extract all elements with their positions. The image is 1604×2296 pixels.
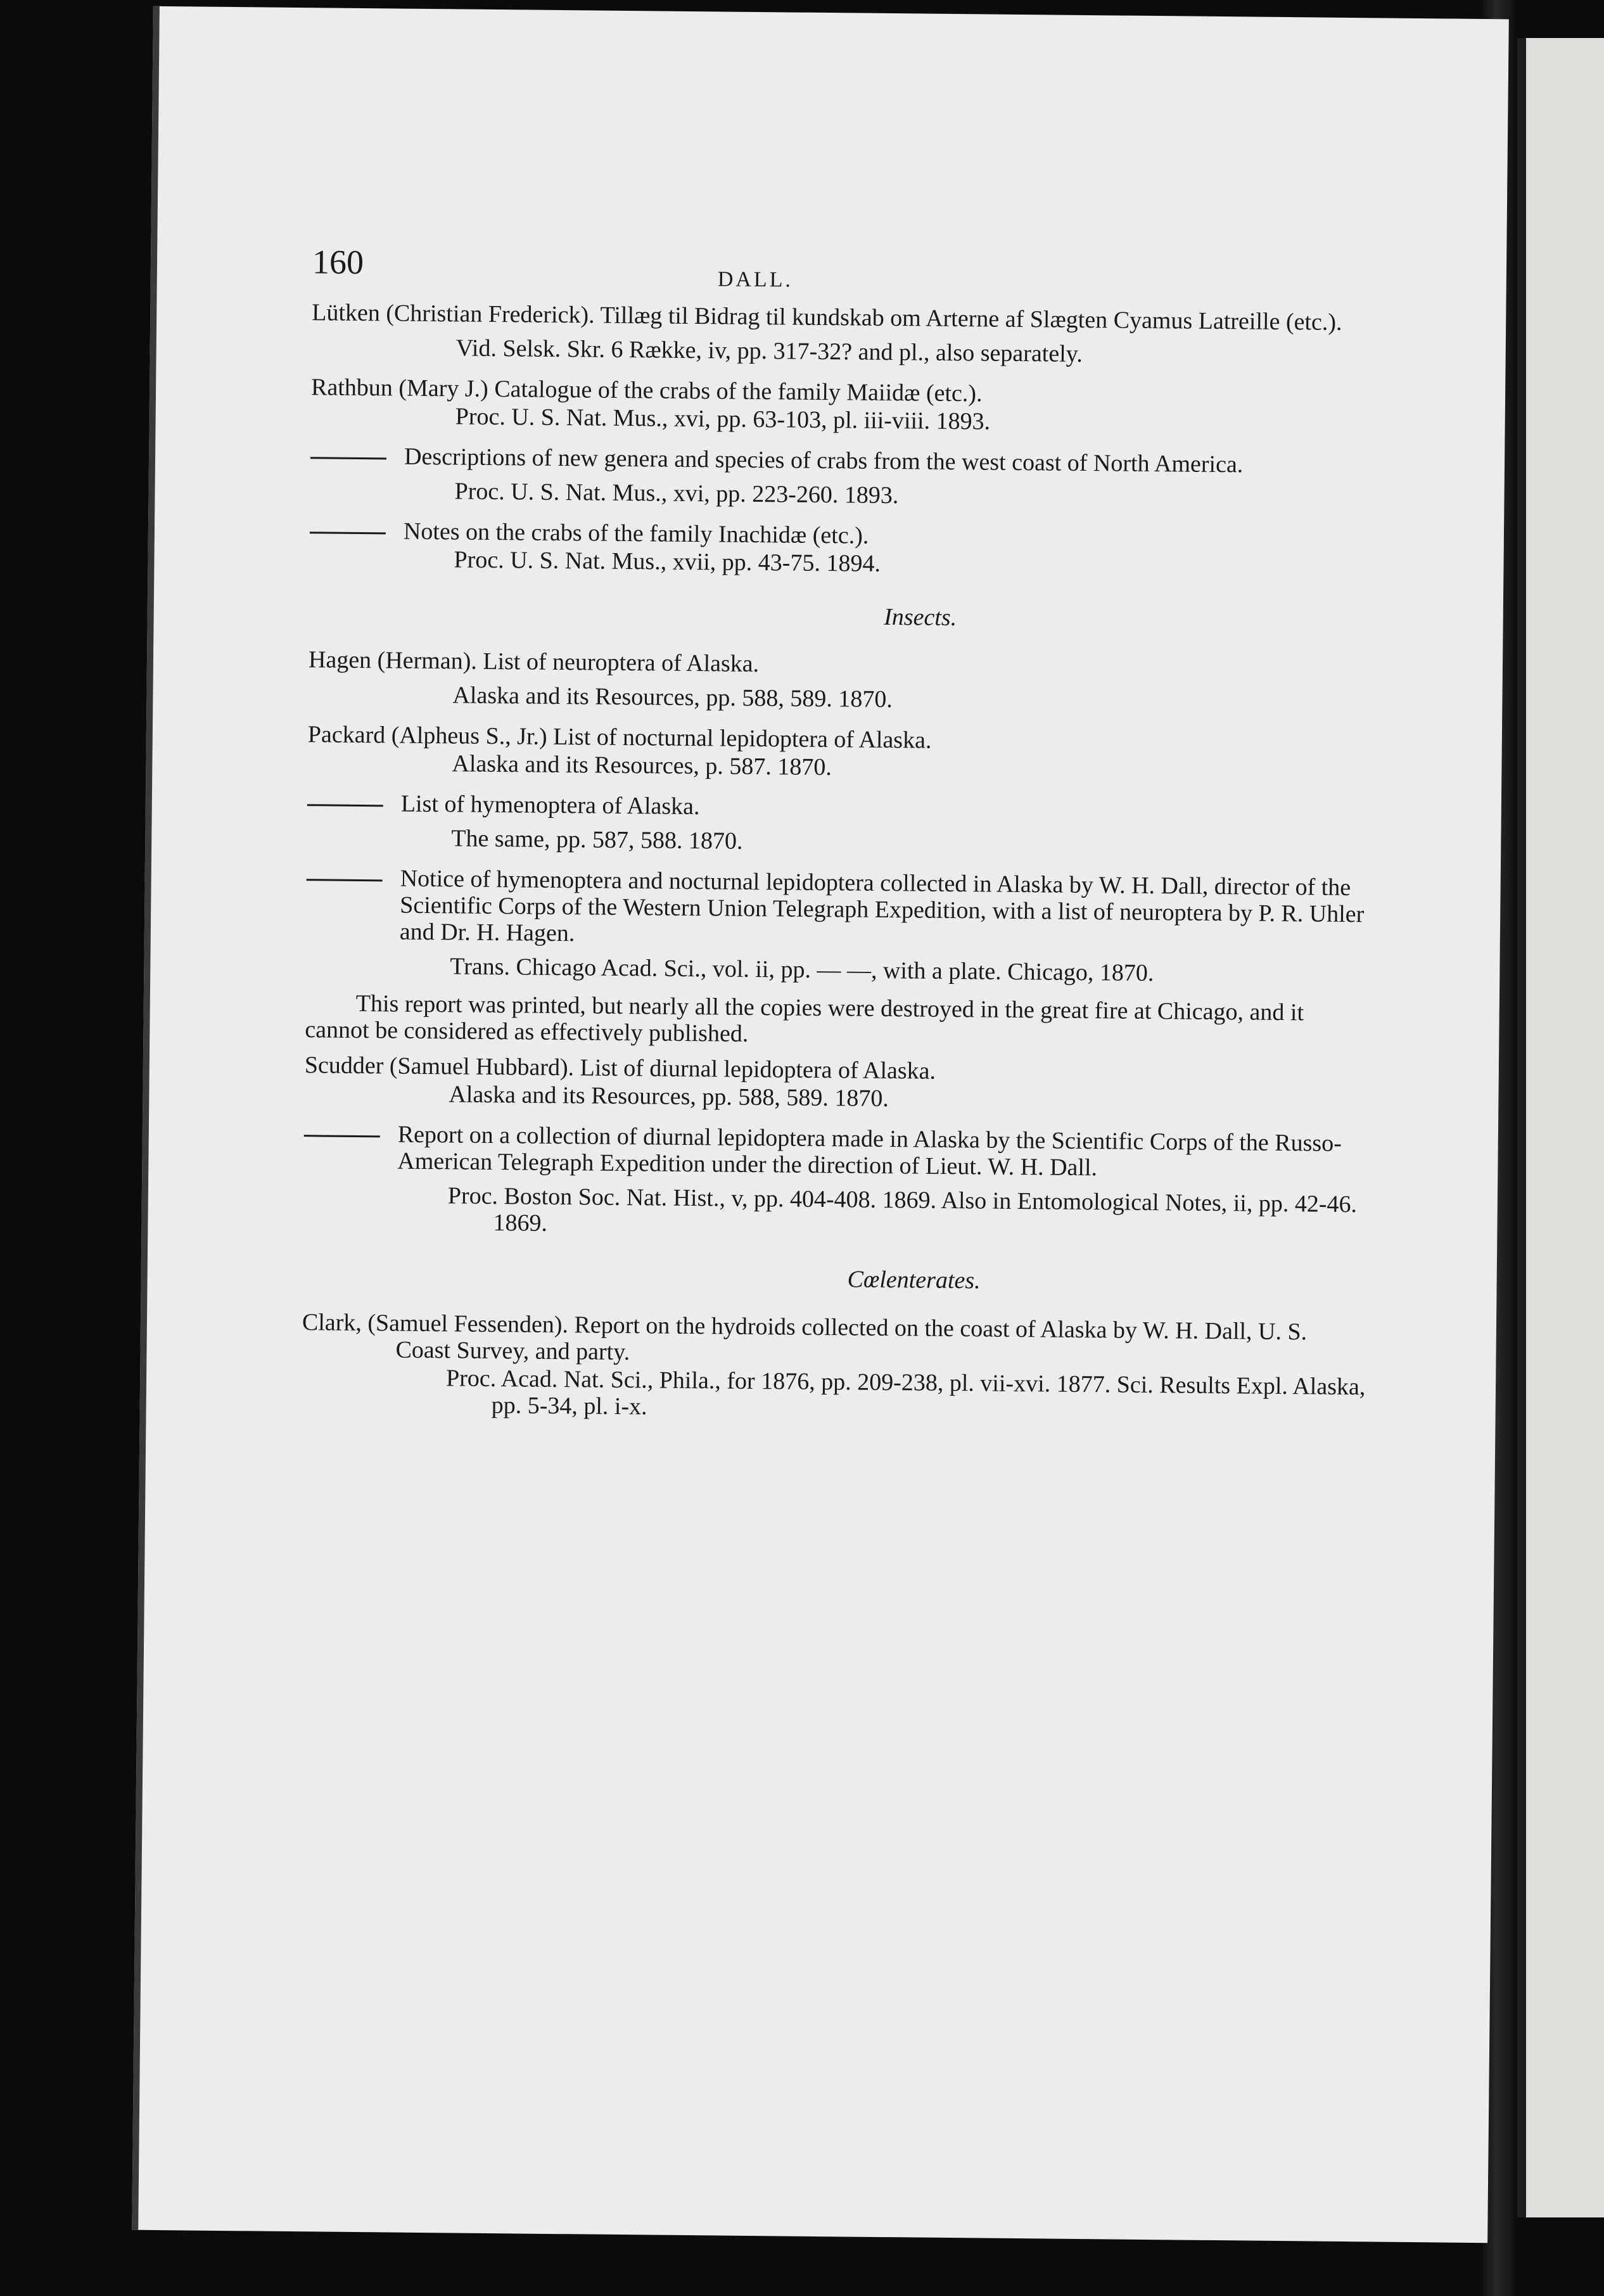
entry-title: List of hymenoptera of Alaska. (400, 790, 700, 820)
entry-title: Notes on the crabs of the family Inachidæ (etc.). (403, 518, 869, 549)
ditto-dash (310, 532, 386, 534)
page-header (312, 243, 1377, 309)
entry-title: Notice of hymenoptera and nocturnal lepidoptera collected in Alaska by W. H. Dall, director of the Scientific Corps of the Western Union Telegraph Expedition, with a list of neuroptera by P. R. Uhler and Dr. H. Hagen. (399, 865, 1365, 947)
entry-author: Hagen (Herman). (308, 646, 478, 675)
entry-author: Clark, (Samuel Fessenden). (302, 1309, 569, 1339)
running-head: DALL. (717, 267, 794, 292)
bibliography-entry (307, 789, 1372, 860)
page-content (301, 243, 1377, 1437)
entry-citation: Trans. Chicago Acad. Sci., vol. ii, pp. — —, with a plate. Chicago, 1870. (450, 953, 1154, 987)
page-number: 160 (312, 243, 364, 282)
entry-author: Packard (Alpheus S., Jr.) (307, 721, 547, 750)
bibliography-entry (302, 1309, 1367, 1427)
entry-author: Scudder (Samuel Hubbard). (304, 1052, 575, 1081)
entry-citation: Alaska and its Resources, pp. 588, 589. 1870. (449, 1081, 889, 1113)
entry-citation: The same, pp. 587, 588. 1870. (451, 825, 743, 855)
entry-citation: Alaska and its Resources, p. 587. 1870. (452, 750, 832, 781)
section-heading-insects: Insects. (883, 603, 957, 632)
bibliography-entry (303, 1120, 1368, 1244)
ditto-dash (307, 804, 383, 807)
section-heading-coelenterates: Cœlenterates. (847, 1266, 981, 1294)
entry-author: Lütken (Christian Frederick). (312, 299, 595, 329)
entry-citation: Proc. Boston Soc. Nat. Hist., v, pp. 404-408. 1869. Also in Entomological Notes, ii, pp. 42-46. 1869. (447, 1182, 1358, 1237)
entry-citation: Alaska and its Resources, pp. 588, 589. 1870. (452, 682, 893, 713)
bibliography-entry (310, 442, 1375, 513)
entry-title: Descriptions of new genera and species of crabs from the west coast of North America. (404, 443, 1244, 478)
bibliography-entry (311, 374, 1376, 438)
ditto-dash (304, 1135, 380, 1137)
editorial-note: This report was printed, but nearly all the copies were destroyed in the great fire at Chicago, and it cannot be considered as effectively published. (305, 990, 1304, 1047)
bibliography-entry (305, 864, 1371, 988)
entry-author: Rathbun (Mary J.) (310, 374, 489, 402)
bibliography-entry (304, 1052, 1369, 1116)
facing-page-edge (1517, 38, 1604, 2217)
entry-title: Report on a collection of diurnal lepidoptera made in Alaska by the Scientific Corps of the Russo-American Telegraph Expedition under the direction of Lieut. W. H. Dall. (397, 1121, 1342, 1182)
entry-title: Tillæg til Bidrag til kundskab om Arterne af Slægten Cyamus Latreille (etc.). (600, 302, 1342, 336)
entry-title: Report on the hydroids collected on the coast of Alaska by W. H. Dall, U. S. Coast Survey, and party. (395, 1311, 1308, 1366)
bibliography-entry (307, 721, 1372, 786)
bibliography-entry (308, 646, 1373, 717)
ditto-dash (307, 879, 383, 881)
ditto-dash (310, 457, 386, 459)
book-page (132, 6, 1509, 2243)
entry-citation: Proc. U. S. Nat. Mus., xvi, pp. 223-260. 1893. (454, 478, 899, 509)
bibliography-entry (309, 517, 1374, 582)
entry-citation: Vid. Selsk. Skr. 6 Række, iv, pp. 317-32? and pl., also separately. (455, 335, 1083, 367)
entry-citation: Proc. U. S. Nat. Mus., xvi, pp. 63-103, pl. iii-viii. 1893. (455, 403, 991, 435)
entry-title: List of nocturnal lepidoptera of Alaska. (552, 723, 932, 754)
entry-title: List of neuroptera of Alaska. (483, 647, 760, 678)
bibliography-entry (312, 299, 1377, 370)
entry-citation: Proc. U. S. Nat. Mus., xvii, pp. 43-75. 1894. (454, 546, 881, 577)
entry-title: List of diurnal lepidoptera of Alaska. (580, 1054, 936, 1085)
entry-citation: Proc. Acad. Nat. Sci., Phila., for 1876, pp. 209-238, pl. vii-xvi. 1877. Sci. Results Expl. Alaska, pp. 5-34, pl. i-x. (445, 1365, 1366, 1420)
entry-title: Catalogue of the crabs of the family Maiidæ (etc.). (494, 376, 983, 407)
